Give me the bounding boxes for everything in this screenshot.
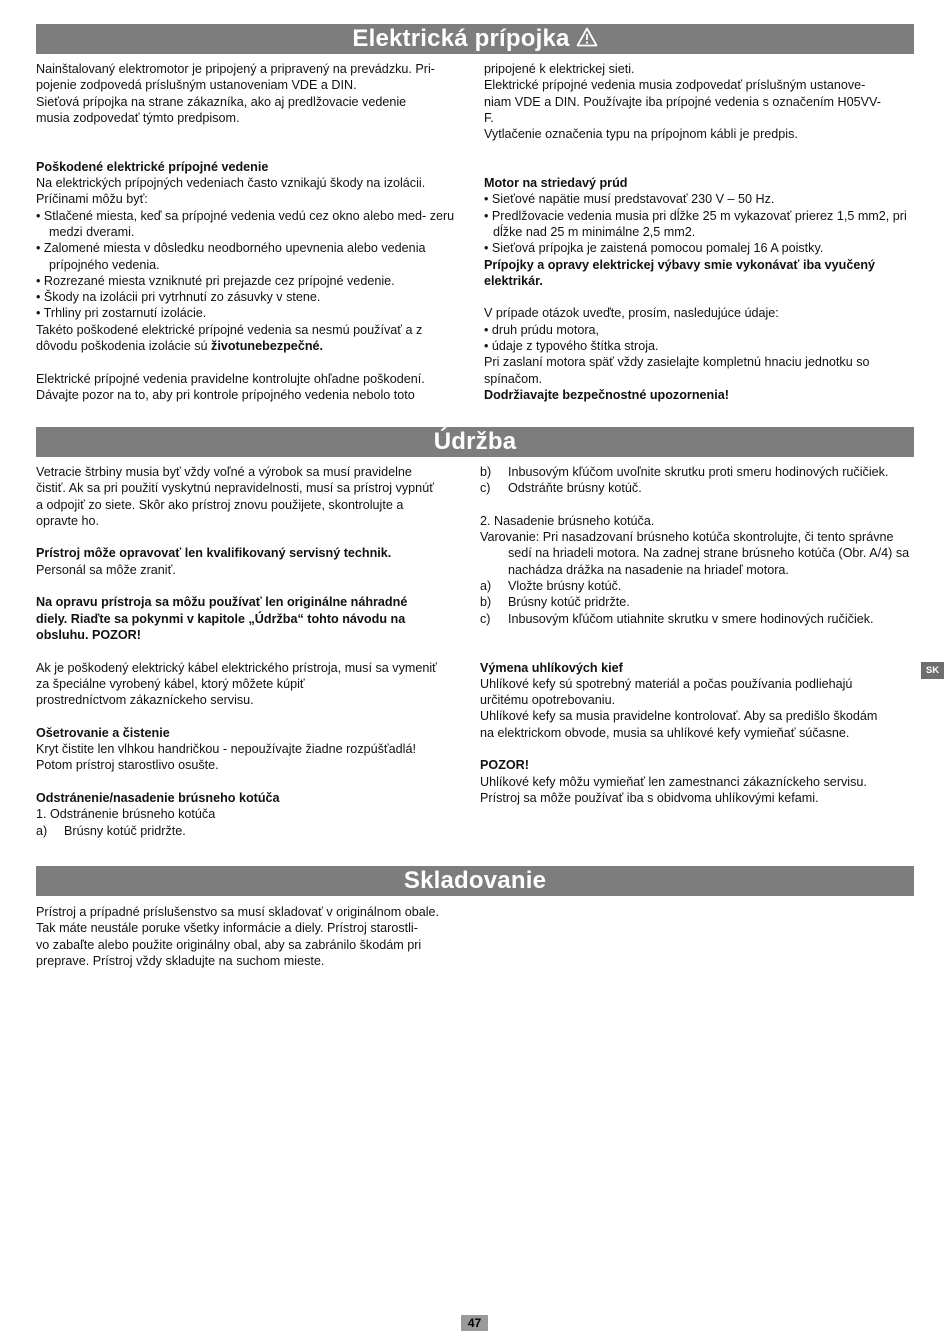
text-line: Ak je poškodený elektrický kábel elektrického prístroja, musí sa vymeniť bbox=[36, 660, 437, 675]
text-line: Vetracie štrbiny musia byť vždy voľné a výrobok sa musí pravidelne bbox=[36, 465, 412, 479]
text-line: niam VDE a DIN. Používajte iba prípojné vedenia s označením H05VV- bbox=[484, 94, 881, 109]
subheading-cleaning: Ošetrovanie a čistenie bbox=[36, 725, 170, 740]
electrical-right-column bbox=[484, 61, 916, 403]
page-number: 47 bbox=[461, 1315, 488, 1331]
warning-triangle-icon bbox=[576, 27, 598, 47]
list-item bbox=[36, 823, 472, 839]
list-label: a) bbox=[36, 823, 48, 838]
text-span: dôvodu poškodenia izolácie sú bbox=[36, 339, 208, 354]
text-line: Tak máte neustále poruke všetky informácie a diely. Prístroj starostli- bbox=[36, 921, 418, 936]
list-text: Vložte brúsny kotúč. bbox=[508, 579, 622, 594]
maintenance-right-column bbox=[480, 464, 916, 806]
text-line: Uhlíkové kefy sa musia pravidelne kontrolovať. Aby sa predišlo škodám bbox=[480, 709, 878, 724]
list-item: • Škody na izolácii pri vytrhnutí zo zásuvky v stene. bbox=[36, 290, 321, 305]
text-line: musia zodpovedať týmto predpisom. bbox=[36, 110, 240, 125]
text-line: prostredníctvom zákazníckeho servisu. bbox=[36, 693, 254, 708]
subheading-ac-motor: Motor na striedavý prúd bbox=[484, 176, 628, 191]
electrical-left-column bbox=[36, 61, 472, 403]
text-line: na elektrickom obvode, musia sa uhlíkové kefy vymieňať súčasne. bbox=[480, 725, 850, 740]
bold-notice: Prístroj môže opravovať len kvalifikovaný servisný technik. bbox=[36, 546, 392, 561]
list-item bbox=[480, 594, 916, 610]
text-line bbox=[36, 338, 472, 354]
text-line: Príčinami môžu byť: bbox=[36, 192, 148, 207]
language-tab: SK bbox=[921, 662, 944, 679]
text-line: Uhlíkové kefy sú spotrebný materiál a počas používania podliehajú bbox=[480, 676, 853, 691]
text-line: Na elektrických prípojných vedeniach často vznikajú škody na izolácii. bbox=[36, 176, 426, 191]
text-line: 1. Odstránenie brúsneho kotúča bbox=[36, 807, 216, 822]
list-item: • Trhliny pri zostarnutí izolácie. bbox=[36, 306, 207, 321]
subheading-carbon-brushes: Výmena uhlíkových kief bbox=[480, 660, 623, 675]
text-line: preprave. Prístroj vždy skladujte na suchom mieste. bbox=[36, 953, 325, 968]
list-text: Brúsny kotúč pridržte. bbox=[508, 595, 630, 610]
list-item: • Predlžovacie vedenia musia pri dĺžke 25 m vykazovať prierez 1,5 mm2, pri dĺžke nad 25 m minimálne 2,5 mm2. bbox=[484, 208, 907, 239]
bold-notice: POZOR! bbox=[480, 758, 529, 773]
text-line: určitému opotrebovaniu. bbox=[480, 693, 616, 708]
bold-notice: Na opravu prístroja sa môžu používať len originálne náhradné bbox=[36, 595, 408, 610]
list-item bbox=[480, 464, 916, 480]
bold-notice: Dodržiavajte bezpečnostné upozornenia! bbox=[484, 387, 729, 402]
list-item: • druh prúdu motora, bbox=[484, 322, 600, 337]
list-label: c) bbox=[480, 481, 491, 496]
text-line: Potom prístroj starostlivo osušte. bbox=[36, 758, 219, 773]
list-text: Inbusovým kľúčom uvoľnite skrutku proti smeru hodinových ručičiek. bbox=[508, 465, 889, 479]
list-item bbox=[480, 578, 916, 594]
list-item: • Sieťová prípojka je zaistená pomocou pomalej 16 A poistky. bbox=[484, 241, 824, 256]
text-line: pojenie zodpovedá príslušným ustanoveniam VDE a DIN. bbox=[36, 78, 357, 93]
text-line: Sieťová prípojka na strane zákazníka, ako aj predlžovacie vedenie bbox=[36, 94, 407, 109]
bold-notice: obsluhu. POZOR! bbox=[36, 627, 141, 642]
text-line: Uhlíkové kefy môžu vymieňať len zamestnanci zákazníckeho servisu. bbox=[480, 774, 867, 789]
text-line: Vytlačenie označenia typu na prípojnom kábli je predpis. bbox=[484, 127, 798, 142]
subheading-damaged-cable: Poškodené elektrické prípojné vedenie bbox=[36, 159, 269, 174]
text-line: V prípade otázok uveďte, prosím, nasledujúce údaje: bbox=[484, 306, 779, 321]
text-line: spínačom. bbox=[484, 371, 543, 386]
text-line: za špeciálne vyrobený kábel, ktorý môžete kúpiť bbox=[36, 676, 305, 691]
section-header-maintenance bbox=[36, 427, 914, 457]
text-line: Dávajte pozor na to, aby pri kontrole prípojného vedenia nebolo toto bbox=[36, 387, 415, 402]
section-title-storage: Skladovanie bbox=[403, 867, 547, 894]
list-label: b) bbox=[480, 465, 492, 479]
section-header-electrical bbox=[36, 24, 914, 54]
text-line: Elektrické prípojné vedenia pravidelne kontrolujte ohľadne poškodení. bbox=[36, 371, 425, 386]
bold-notice: Prípojky a opravy elektrickej výbavy smie vykonávať iba vyučený elektrikár. bbox=[484, 257, 876, 288]
section-title-electrical: Elektrická prípojka bbox=[352, 25, 570, 52]
list-text: Brúsny kotúč pridržte. bbox=[64, 823, 186, 838]
list-label: a) bbox=[480, 579, 492, 594]
list-text: Odstráňte brúsny kotúč. bbox=[508, 481, 642, 496]
bold-notice: diely. Riaďte sa pokynmi v kapitole „Údržba“ tohto návodu na bbox=[36, 611, 406, 626]
text-line: vo zabaľte alebo použite originálny obal, aby sa zabránilo škodám pri bbox=[36, 937, 422, 952]
list-text: Inbusovým kľúčom utiahnite skrutku v smere hodinových ručičiek. bbox=[508, 611, 874, 626]
text-line: pripojené k elektrickej sieti. bbox=[484, 62, 635, 76]
text-line: a odpojiť zo siete. Skôr ako prístroj znovu použijete, skontrolujte a bbox=[36, 497, 404, 512]
list-label: b) bbox=[480, 595, 492, 610]
list-item bbox=[480, 611, 916, 627]
section-title-maintenance: Údržba bbox=[433, 428, 517, 455]
list-item: • Zalomené miesta v dôsledku neodborného upevnenia alebo vedenia prípojného vedenia. bbox=[36, 241, 426, 272]
list-item: • údaje z typového štítka stroja. bbox=[484, 339, 659, 354]
text-line: Elektrické prípojné vedenia musia zodpovedať príslušným ustanove- bbox=[484, 78, 866, 93]
text-line: 2. Nasadenie brúsneho kotúča. bbox=[480, 513, 655, 528]
text-line: Personál sa môže zraniť. bbox=[36, 562, 176, 577]
list-item: • Sieťové napätie musí predstavovať 230 V – 50 Hz. bbox=[484, 192, 775, 207]
text-line: Prístroj sa môže používať iba s obidvoma uhlíkovými kefami. bbox=[480, 790, 819, 805]
text-line: Takéto poškodené elektrické prípojné vedenia sa nesmú používať a z bbox=[36, 322, 423, 337]
text-line: Prístroj a prípadné príslušenstvo sa musí skladovať v originálnom obale. bbox=[36, 905, 440, 919]
text-line: čistiť. Ak sa pri použití vyskytnú nepravidelnosti, musí sa prístroj vypnúť bbox=[36, 481, 434, 496]
list-item: • Stlačené miesta, keď sa prípojné vedenia vedú cez okno alebo med- zeru medzi dverami. bbox=[36, 208, 455, 239]
subheading-disc: Odstránenie/nasadenie brúsneho kotúča bbox=[36, 790, 280, 805]
list-label: c) bbox=[480, 611, 491, 626]
maintenance-left-column bbox=[36, 464, 472, 839]
warning-text: Varovanie: Pri nasadzovaní brúsneho kotúča skontrolujte, či tento správne sedí na hriadeli motora. Na zadnej strane brúsneho kotúča (Obr. A/4) sa nachádza drážka na nasadenie na hriadeľ motora. bbox=[480, 530, 910, 577]
list-item bbox=[480, 480, 916, 496]
text-line: Nainštalovaný elektromotor je pripojený a pripravený na prevádzku. Pri- bbox=[36, 62, 435, 76]
section-header-storage bbox=[36, 866, 914, 896]
text-line: Pri zaslaní motora späť vždy zasielajte kompletnú hnaciu jednotku so bbox=[484, 355, 870, 370]
bold-span: životunebezpečné. bbox=[211, 339, 324, 354]
text-line: F. bbox=[484, 110, 494, 125]
text-line: Kryt čistite len vlhkou handričkou - nepoužívajte žiadne rozpúšťadlá! bbox=[36, 742, 416, 757]
storage-column bbox=[36, 904, 472, 969]
text-line: opravte ho. bbox=[36, 513, 100, 528]
list-item: • Rozrezané miesta vzniknuté pri prejazde cez prípojné vedenie. bbox=[36, 273, 395, 288]
